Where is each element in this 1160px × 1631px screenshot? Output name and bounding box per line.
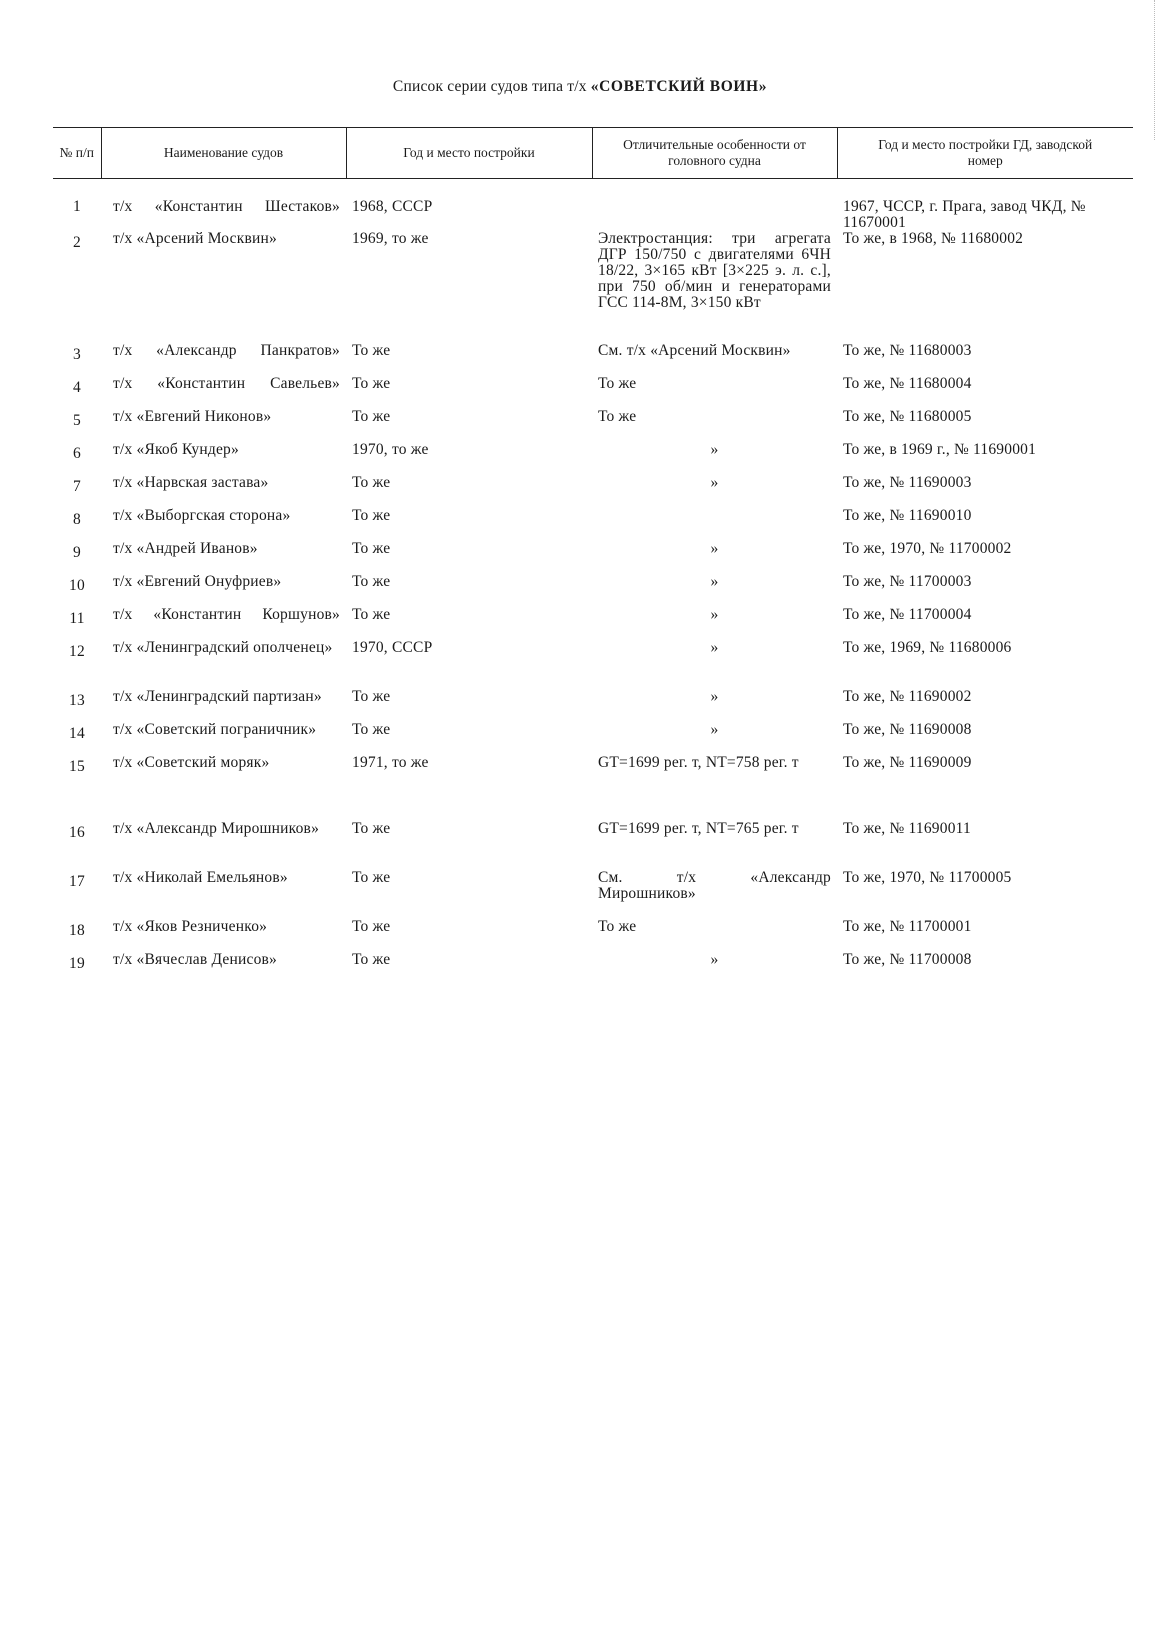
ship-name-cell: т/х «Нарвская застава»	[113, 474, 269, 491]
distinctive-features-cell: GT=1699 рег. т, NT=758 рег. т	[598, 754, 799, 771]
row-number: 16	[69, 824, 85, 841]
ship-name-cell: т/х «Константин Савельев»	[113, 375, 340, 392]
ship-name-cell: т/х «Ленинградский партизан»	[113, 688, 322, 705]
distinctive-features-cell: »	[710, 606, 719, 623]
distinctive-features-cell: То же	[598, 918, 637, 935]
ship-name-cell: т/х «Вячеслав Денисов»	[113, 951, 278, 968]
build-year-place-cell: То же	[352, 474, 391, 491]
distinctive-features-cell: »	[710, 688, 719, 705]
build-year-place-cell: То же	[352, 375, 391, 392]
engine-build-number-cell: То же, № 11700001	[843, 918, 972, 935]
ship-name-cell: т/х «Александр Мирошников»	[113, 820, 320, 837]
ship-name-cell: т/х «Яков Резниченко»	[113, 918, 268, 935]
title-prefix: Список серии судов типа т/х	[392, 78, 587, 95]
build-year-place-cell: То же	[352, 820, 391, 837]
engine-build-number-cell: То же, № 11690009	[843, 754, 972, 771]
scan-edge-mark	[1154, 0, 1157, 140]
ship-name-cell: т/х «Андрей Иванов»	[113, 540, 258, 557]
table-row	[53, 442, 1133, 475]
table-row	[53, 343, 1133, 376]
distinctive-features-cell	[592, 508, 837, 541]
engine-build-number-cell: То же, № 11690003	[843, 474, 972, 491]
engine-build-number-cell: То же, № 11680005	[843, 408, 972, 425]
distinctive-features-cell: См. т/х «Арсений Москвин»	[598, 342, 791, 359]
engine-build-number-cell: То же, № 11690010	[843, 507, 972, 524]
distinctive-features-cell: Электростанция: три агрегата ДГР 150/750 с двигателями 6ЧН 18/22, 3×165 кВт [3×225 э. л. с.], при 750 об/мин и генераторами ГСС 114-8М, 3×150 кВт	[598, 230, 831, 311]
build-year-place-cell: То же	[352, 507, 391, 524]
table-row	[53, 755, 1133, 821]
build-year-place-cell: 1968, СССР	[352, 198, 433, 215]
ship-name-cell: т/х «Евгений Онуфриев»	[113, 573, 282, 590]
ship-name-cell: т/х «Советский моряк»	[113, 754, 270, 771]
engine-build-number-cell: То же, 1969, № 11680006	[843, 639, 1012, 656]
table-row	[53, 722, 1133, 755]
distinctive-features-cell: »	[710, 441, 719, 458]
distinctive-features-cell: То же	[598, 375, 637, 392]
table-row	[53, 475, 1133, 508]
row-number: 4	[73, 379, 81, 396]
table-row	[53, 870, 1133, 919]
table-row	[53, 508, 1133, 541]
distinctive-features-cell: »	[710, 540, 719, 557]
table-row	[53, 689, 1133, 722]
build-year-place-cell: То же	[352, 342, 391, 359]
ship-name-cell: т/х «Ленинградский ополченец»	[113, 639, 333, 656]
engine-build-number-cell: То же, № 11680003	[843, 342, 972, 359]
row-number: 1	[73, 198, 81, 215]
table-row	[53, 231, 1133, 343]
build-year-place-cell: То же	[352, 540, 391, 557]
distinctive-features-cell: »	[710, 474, 719, 491]
row-number: 13	[69, 692, 85, 709]
ship-series-table	[53, 127, 1133, 985]
engine-build-number-cell: То же, № 11700004	[843, 606, 972, 623]
build-year-place-cell: То же	[352, 918, 391, 935]
row-number: 5	[73, 412, 81, 429]
row-number: 3	[73, 346, 81, 363]
build-year-place-cell: То же	[352, 951, 391, 968]
header-ship-name: Наименование судов	[101, 128, 346, 179]
header-number: № п/п	[53, 128, 101, 179]
build-year-place-cell: 1969, то же	[352, 230, 429, 247]
header-engine-build: Год и место постройки ГД, заводской номер	[837, 128, 1133, 179]
build-year-place-cell: То же	[352, 573, 391, 590]
row-number: 14	[69, 725, 85, 742]
distinctive-features-cell: См. т/х «Александр Мирошников»	[598, 869, 831, 902]
row-number: 19	[69, 955, 85, 972]
ship-name-cell: т/х «Арсений Москвин»	[113, 230, 277, 247]
ship-name-cell: т/х «Александр Панкратов»	[113, 342, 340, 359]
distinctive-features-cell: »	[710, 951, 719, 968]
ship-name-cell: т/х «Якоб Кундер»	[113, 441, 239, 458]
ship-name-cell: т/х «Выборгская сторона»	[113, 507, 291, 524]
ship-name-cell: т/х «Константин Шестаков»	[113, 198, 340, 215]
engine-build-number-cell: То же, в 1968, № 11680002	[843, 230, 1024, 247]
row-number: 15	[69, 758, 85, 775]
distinctive-features-cell: »	[710, 721, 719, 738]
engine-build-number-cell: То же, 1970, № 11700005	[843, 869, 1012, 886]
table-row	[53, 574, 1133, 607]
distinctive-features-cell: »	[710, 573, 719, 590]
engine-build-number-cell: 1967, ЧССР, г. Прага, завод ЧКД, № 11670001	[843, 198, 1086, 231]
distinctive-features-cell	[592, 179, 837, 232]
row-number: 12	[69, 643, 85, 660]
row-number: 11	[69, 610, 85, 627]
build-year-place-cell: То же	[352, 408, 391, 425]
engine-build-number-cell: То же, в 1969 г., № 11690001	[843, 441, 1037, 458]
page-title	[0, 78, 1160, 96]
ship-name-cell: т/х «Евгений Никонов»	[113, 408, 272, 425]
build-year-place-cell: 1971, то же	[352, 754, 429, 771]
engine-build-number-cell: То же, № 11680004	[843, 375, 972, 392]
ship-series-table-container	[53, 127, 1133, 985]
table-header	[53, 128, 1133, 179]
engine-build-number-cell: То же, 1970, № 11700002	[843, 540, 1012, 557]
distinctive-features-cell: GT=1699 рег. т, NT=765 рег. т	[598, 820, 799, 837]
engine-build-number-cell: То же, № 11690002	[843, 688, 972, 705]
table-row	[53, 919, 1133, 952]
engine-build-number-cell: То же, № 11690008	[843, 721, 972, 738]
table-body	[53, 179, 1133, 986]
ship-name-cell: т/х «Николай Емельянов»	[113, 869, 288, 886]
row-number: 9	[73, 544, 81, 561]
build-year-place-cell: То же	[352, 606, 391, 623]
engine-build-number-cell: То же, № 11700008	[843, 951, 972, 968]
row-number: 10	[69, 577, 85, 594]
distinctive-features-cell: »	[710, 639, 719, 656]
table-row	[53, 952, 1133, 985]
row-number: 17	[69, 873, 85, 890]
title-ship-type: «СОВЕТСКИЙ ВОИН»	[590, 78, 768, 95]
build-year-place-cell: То же	[352, 688, 391, 705]
ship-name-cell: т/х «Советский пограничник»	[113, 721, 317, 738]
ship-name-cell: т/х «Константин Коршунов»	[113, 606, 340, 623]
build-year-place-cell: То же	[352, 869, 391, 886]
table-row	[53, 821, 1133, 870]
engine-build-number-cell: То же, № 11700003	[843, 573, 972, 590]
row-number: 8	[73, 511, 81, 528]
row-number: 2	[73, 234, 81, 251]
table-row	[53, 607, 1133, 640]
table-row	[53, 409, 1133, 442]
table-row	[53, 640, 1133, 689]
build-year-place-cell: 1970, СССР	[352, 639, 433, 656]
row-number: 18	[69, 922, 85, 939]
table-row	[53, 541, 1133, 574]
build-year-place-cell: 1970, то же	[352, 441, 429, 458]
build-year-place-cell: То же	[352, 721, 391, 738]
table-row	[53, 179, 1133, 232]
row-number: 7	[73, 478, 81, 495]
distinctive-features-cell: То же	[598, 408, 637, 425]
engine-build-number-cell: То же, № 11690011	[843, 820, 971, 837]
table-row	[53, 376, 1133, 409]
header-build: Год и место постройки	[346, 128, 592, 179]
header-features: Отличительные особенности от головного судна	[592, 128, 837, 179]
row-number: 6	[73, 445, 81, 462]
